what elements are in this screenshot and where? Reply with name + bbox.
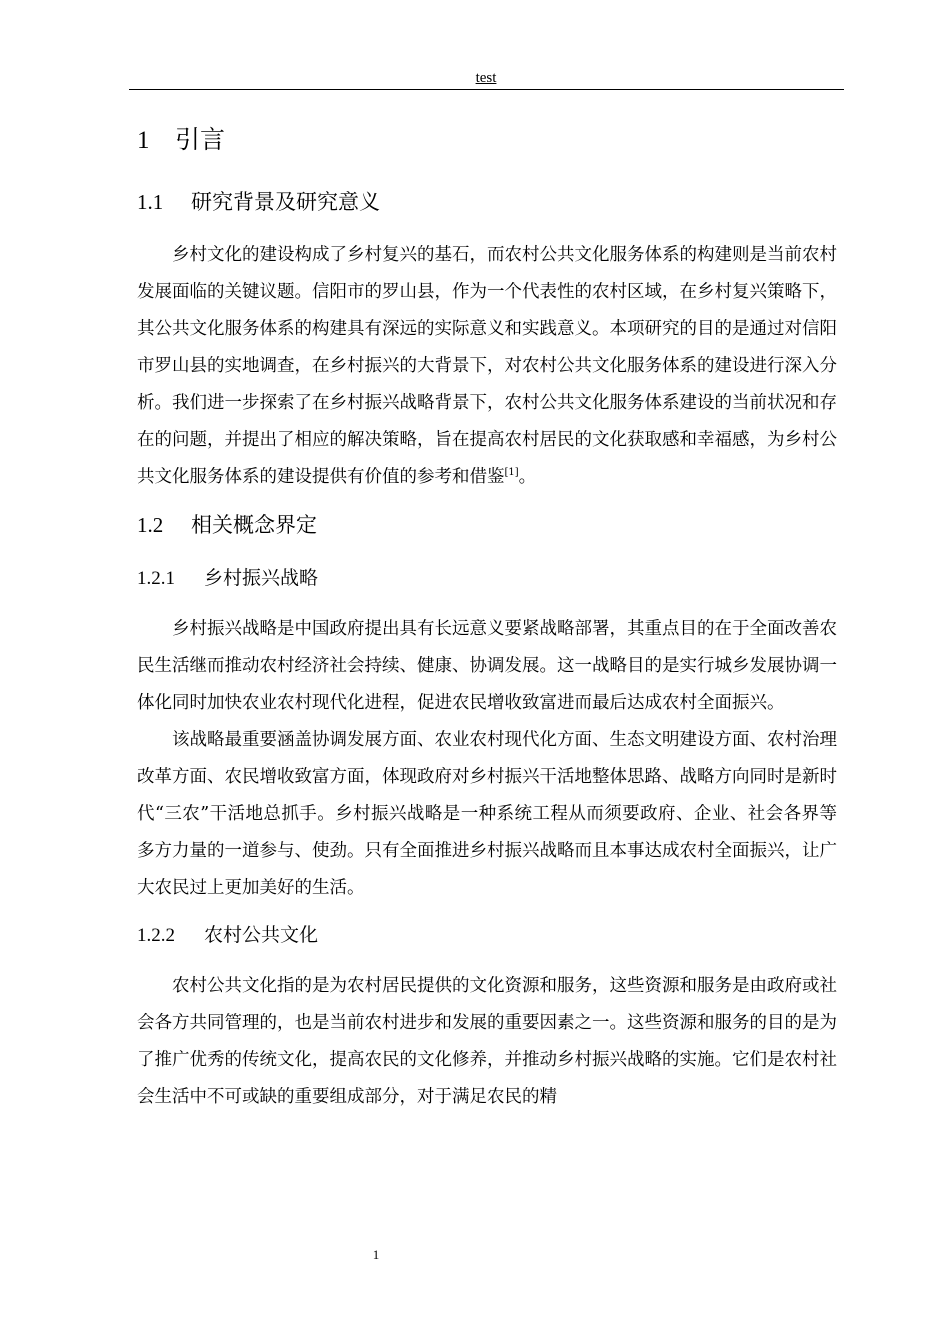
section-heading-1-2 xyxy=(137,508,837,542)
chapter-number: 1 xyxy=(137,127,150,154)
subsection-title: 农村公共文化 xyxy=(204,924,319,946)
document-body xyxy=(137,118,837,1116)
subsection-title: 乡村振兴战略 xyxy=(204,567,319,589)
chapter-heading xyxy=(137,118,837,163)
chapter-title: 引言 xyxy=(175,125,226,154)
citation-marker: [1] xyxy=(504,467,519,478)
section-number: 1.1 xyxy=(137,190,164,214)
subsection-heading-1-2-2 xyxy=(137,919,837,952)
header-rule xyxy=(129,89,844,90)
subsection-number: 1.2.2 xyxy=(137,925,175,946)
paragraph-end-punct: 。 xyxy=(518,467,537,487)
subsection-number: 1.2.1 xyxy=(137,568,175,589)
paragraph-rural-public-culture: 农村公共文化指的是为农村居民提供的文化资源和服务，这些资源和服务是由政府或社会各方共同管理的，也是当前农村进步和发展的重要因素之一。这些资源和服务的目的是为了推广优秀的传统文化，提高农民的文化修养，并推动乡村振兴战略的实施。它们是农村社会生活中不可或缺的重要组成部分，对于满足农民的精 xyxy=(137,976,837,1107)
section-heading-1-1 xyxy=(137,185,837,219)
section-title: 研究背景及研究意义 xyxy=(191,190,380,214)
subsection-heading-1-2-1 xyxy=(137,562,837,595)
section-title: 相关概念界定 xyxy=(191,513,317,537)
paragraph-research-background xyxy=(137,237,837,496)
paragraph-rural-revitalization-1: 乡村振兴战略是中国政府提出具有长远意义要紧战略部署，其重点目的在于全面改善农民生活继而推动农村经济社会持续、健康、协调发展。这一战略目的是实行城乡发展协调一体化同时加快农业农村现代化进程，促进农民增收致富进而最后达成农村全面振兴。 xyxy=(137,619,837,713)
section-number: 1.2 xyxy=(137,513,164,537)
page-number: 1 xyxy=(372,1247,380,1262)
page-header: test xyxy=(475,70,497,86)
paragraph-rural-revitalization-2: 该战略最重要涵盖协调发展方面、农业农村现代化方面、生态文明建设方面、农村治理改革方面、农民增收致富方面，体现政府对乡村振兴干活地整体思路、战略方向同时是新时代“三农”干活地总抓手。乡村振兴战略是一种系统工程从而须要政府、企业、社会各界等多方力量的一道参与、使劲。只有全面推进乡村振兴战略而且本事达成农村全面振兴，让广大农民过上更加美好的生活。 xyxy=(137,730,837,898)
paragraph-text: 乡村文化的建设构成了乡村复兴的基石，而农村公共文化服务体系的构建则是当前农村发展面临的关键议题。信阳市的罗山县，作为一个代表性的农村区域，在乡村复兴策略下，其公共文化服务体系的构建具有深远的实际意义和实践意义。本项研究的目的是通过对信阳市罗山县的实地调查，在乡村振兴的大背景下，对农村公共文化服务体系的建设进行深入分析。我们进一步探索了在乡村振兴战略背景下，农村公共文化服务体系建设的当前状况和存在的问题，并提出了相应的解决策略，旨在提高农村居民的文化获取感和幸福感，为乡村公共文化服务体系的建设提供有价值的参考和借鉴 xyxy=(137,245,837,487)
